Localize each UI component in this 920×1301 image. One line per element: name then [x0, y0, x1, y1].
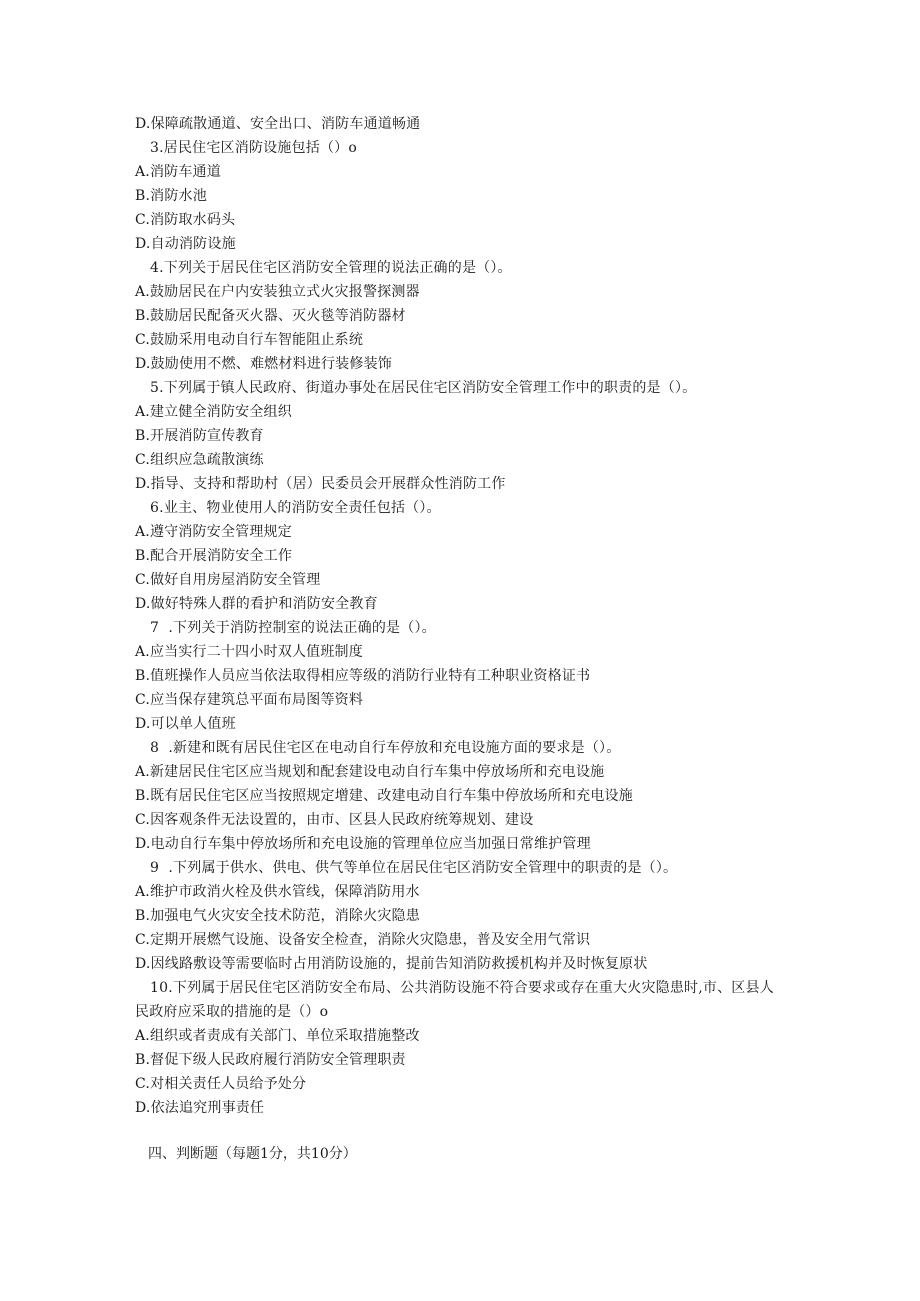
- option-line: D.依法追究刑事责任: [135, 1100, 265, 1116]
- option-line: A.建立健全消防安全组织: [135, 404, 292, 420]
- option-line: B.值班操作人员应当依法取得相应等级的消防行业特有工种职业资格证书: [135, 668, 591, 684]
- option-line: A.组织或者责成有关部门、单位采取措施整改: [135, 1028, 420, 1044]
- option-line: C.组织应急疏散演练: [135, 452, 264, 468]
- option-line: B.消防水池: [135, 188, 207, 204]
- option-line: D.自动消防设施: [135, 236, 236, 252]
- option-line: D.鼓励使用不燃、难燃材料进行装修装饰: [135, 356, 392, 372]
- option-line: D.电动自行车集中停放场所和充电设施的管理单位应当加强日常维护管理: [135, 836, 591, 852]
- section-heading: 四、判断题（每题1分，共10分）: [148, 1146, 357, 1162]
- option-line: A.消防车通道: [135, 164, 221, 180]
- option-line: C.因客观条件无法设置的，由市、区县人民政府统筹规划、建设: [135, 812, 534, 828]
- option-line: D.保障疏散通道、安全出口、消防车通道畅通: [135, 116, 421, 132]
- question-stem: 8 .新建和既有居民住宅区在电动自行车停放和充电设施方面的要求是（）。: [150, 740, 621, 756]
- option-line: B.既有居民住宅区应当按照规定增建、改建电动自行车集中停放场所和充电设施: [135, 788, 633, 804]
- question-stem: 6.业主、物业使用人的消防安全责任包括（）。: [150, 500, 441, 516]
- option-line: A.应当实行二十四小时双人值班制度: [135, 644, 363, 660]
- option-line: B.配合开展消防安全工作: [135, 548, 293, 564]
- question-list: [135, 112, 785, 1166]
- option-line: C.消防取水码头: [135, 212, 236, 228]
- question-stem: 10.下列属于居民住宅区消防安全布局、公共消防设施不符合要求或存在重大火灾隐患时,市、区县人民政府应采取的措施的是（）o: [135, 980, 774, 1020]
- question-stem: 9 .下列属于供水、供电、供气等单位在居民住宅区消防安全管理中的职责的是（）。: [150, 860, 678, 876]
- option-line: B.加强电气火灾安全技术防范，消除火灾隐患: [135, 908, 420, 924]
- option-line: D.指导、支持和帮助村（居）民委员会开展群众性消防工作: [135, 476, 506, 492]
- option-line: D.可以单人值班: [135, 716, 236, 732]
- question-stem: 5.下列属于镇人民政府、街道办事处在居民住宅区消防安全管理工作中的职责的是（）。: [150, 380, 697, 396]
- question-stem: 7 .下列关于消防控制室的说法正确的是（）。: [150, 620, 436, 636]
- option-line: A.遵守消防安全管理规定: [135, 524, 292, 540]
- option-line: B.鼓励居民配备灭火器、灭火毯等消防器材: [135, 308, 406, 324]
- question-stem: 3.居民住宅区消防设施包括（）o: [150, 140, 357, 156]
- option-line: C.做好自用房屋消防安全管理: [135, 572, 321, 588]
- question-stem: 4.下列关于居民住宅区消防安全管理的说法正确的是（）。: [150, 260, 512, 276]
- option-line: B.督促下级人民政府履行消防安全管理职责: [135, 1052, 406, 1068]
- option-line: A.新建居民住宅区应当规划和配套建设电动自行车集中停放场所和充电设施: [135, 764, 605, 780]
- option-line: C.鼓励采用电动自行车智能阻止系统: [135, 332, 364, 348]
- option-line: C.定期开展燃气设施、设备安全检查，消除火灾隐患，普及安全用气常识: [135, 932, 591, 948]
- option-line: C.应当保存建筑总平面布局图等资料: [135, 692, 364, 708]
- option-line: C.对相关责任人员给予处分: [135, 1076, 307, 1092]
- option-line: A.维护市政消火栓及供水管线，保障消防用水: [135, 884, 420, 900]
- option-line: A.鼓励居民在户内安装独立式火灾报警探测器: [135, 284, 420, 300]
- option-line: B.开展消防宣传教育: [135, 428, 264, 444]
- option-line: D.做好特殊人群的看护和消防安全教育: [135, 596, 378, 612]
- option-line: D.因线路敷设等需要临时占用消防设施的，提前告知消防救援机构并及时恢复原状: [135, 956, 648, 972]
